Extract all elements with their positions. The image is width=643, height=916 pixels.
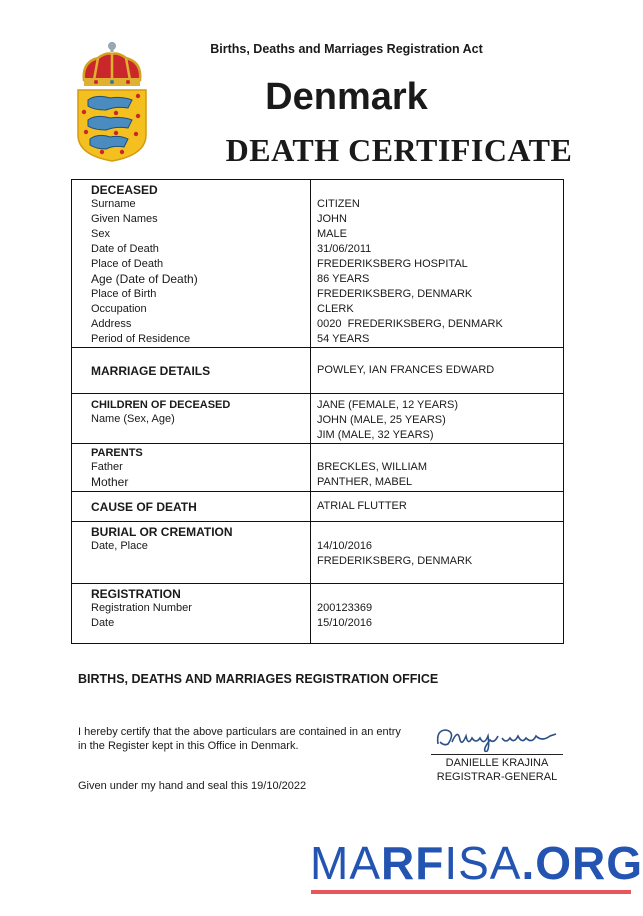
- field-label: Father: [91, 461, 123, 473]
- field-label: Date of Death: [91, 243, 159, 255]
- field-value: MALE: [317, 228, 347, 240]
- signature-line: [431, 754, 563, 755]
- mother-value: PANTHER, MABEL: [317, 476, 413, 488]
- certificate-table: [71, 179, 564, 644]
- field-value: 31/06/2011: [317, 243, 372, 255]
- registration-number: 200123369: [317, 602, 373, 614]
- spouse-value: POWLEY, IAN FRANCES EDWARD: [317, 364, 495, 376]
- field-label: Occupation: [91, 303, 147, 315]
- father-value: BRECKLES, WILLIAM: [317, 461, 428, 473]
- child-value: JIM (MALE, 32 YEARS): [317, 429, 434, 441]
- watermark-logo: MARFISA.ORG: [310, 837, 643, 889]
- section-title: BURIAL OR CREMATION: [91, 525, 233, 539]
- field-value: CLERK: [317, 303, 354, 315]
- field-label: Mother: [91, 475, 129, 489]
- deceased-values: [311, 180, 564, 348]
- field-value: 0020 FREDERIKSBERG, DENMARK: [317, 318, 503, 330]
- field-value: 86 YEARS: [317, 273, 370, 285]
- field-label: Registration Number: [91, 602, 192, 614]
- deceased-labels: [72, 180, 311, 348]
- field-value: CITIZEN: [317, 198, 360, 210]
- field-value: FREDERIKSBERG, DENMARK: [317, 288, 473, 300]
- registrar-title: REGISTRAR-GENERAL: [436, 771, 558, 783]
- section-title: MARRIAGE DETAILS: [91, 363, 211, 378]
- section-title: DECEASED: [91, 183, 158, 197]
- field-label: Place of Death: [91, 258, 164, 270]
- cause-value: ATRIAL FLUTTER: [317, 500, 407, 512]
- field-value: FREDERIKSBERG HOSPITAL: [317, 258, 468, 270]
- section-title: CHILDREN OF DECEASED: [91, 399, 231, 411]
- field-value: 54 YEARS: [317, 333, 370, 345]
- section-title: CAUSE OF DEATH: [91, 499, 197, 514]
- child-value: JANE (FEMALE, 12 YEARS): [317, 399, 459, 411]
- burial-date: 14/10/2016: [317, 540, 373, 552]
- field-label: Period of Residence: [91, 333, 191, 345]
- certify-line: I hereby certify that the above particulars are contained in an entry: [78, 726, 401, 738]
- certification-text: [78, 725, 401, 753]
- field-label: Place of Birth: [91, 288, 157, 300]
- section-marriage: [72, 348, 564, 394]
- field-label: Name (Sex, Age): [91, 413, 175, 425]
- act-title: Births, Deaths and Marriages Registration Act: [210, 42, 483, 56]
- burial-place: FREDERIKSBERG, DENMARK: [317, 555, 473, 567]
- document-title: DEATH CERTIFICATE: [225, 132, 573, 168]
- field-label: Date, Place: [91, 540, 148, 552]
- registrar-block: [431, 756, 563, 784]
- field-label: Age (Date of Death): [91, 272, 198, 286]
- section-title: PARENTS: [91, 447, 143, 459]
- field-value: JOHN: [317, 213, 347, 225]
- section-burial: [72, 522, 564, 584]
- given-under-seal: Given under my hand and seal this 19/10/2022: [78, 780, 307, 792]
- office-title: BIRTHS, DEATHS AND MARRIAGES REGISTRATION OFFICE: [78, 672, 439, 686]
- watermark-underline: [311, 890, 631, 894]
- certify-line: in the Register kept in this Office in Denmark.: [78, 740, 299, 752]
- signature-icon: [432, 722, 564, 752]
- registration-date: 15/10/2016: [317, 617, 373, 629]
- field-label: Sex: [91, 228, 110, 240]
- child-value: JOHN (MALE, 25 YEARS): [317, 414, 446, 426]
- section-children: [72, 394, 564, 444]
- section-cause: [72, 492, 564, 522]
- country-title: Denmark: [265, 76, 428, 118]
- section-parents: [72, 444, 564, 492]
- field-label: Surname: [91, 198, 136, 210]
- section-registration: [72, 584, 564, 644]
- field-label: Date: [91, 617, 115, 629]
- field-label: Address: [91, 318, 132, 330]
- field-label: Given Names: [91, 213, 158, 225]
- registrar-name: DANIELLE KRAJINA: [445, 757, 549, 769]
- section-title: REGISTRATION: [91, 587, 181, 601]
- section-deceased: [72, 180, 564, 348]
